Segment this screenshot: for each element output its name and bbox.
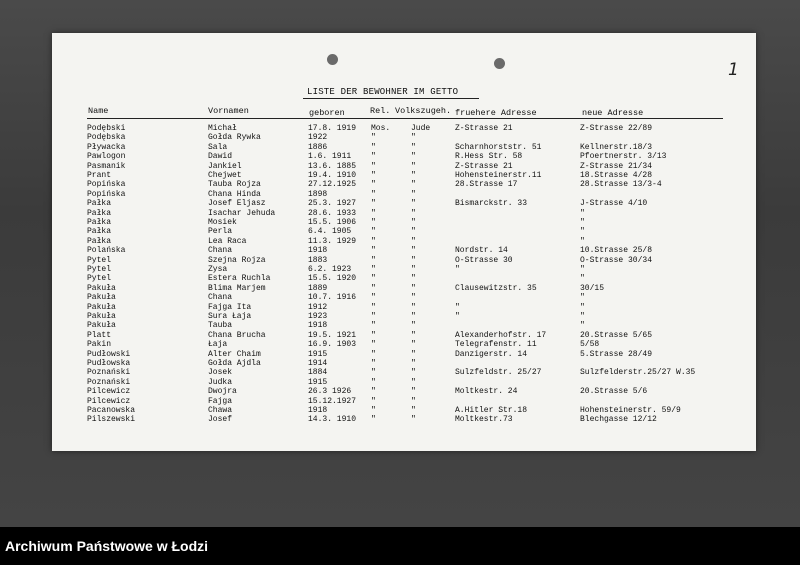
cell-born: 17.8. 1919 bbox=[308, 124, 357, 133]
cell-born: 1883 bbox=[308, 255, 328, 265]
cell-rel: " bbox=[371, 152, 376, 162]
cell-rel: " bbox=[371, 377, 376, 387]
cell-vol: " bbox=[411, 171, 416, 180]
cell-prev: Danzigerstr. 14 bbox=[455, 349, 528, 359]
cell-vol: " bbox=[411, 246, 416, 256]
table-row bbox=[0, 312, 800, 321]
cell-first: Chana bbox=[208, 293, 233, 303]
cell-first: Judka bbox=[208, 377, 233, 387]
document-title: LISTE DER BEWOHNER IM GETTO bbox=[307, 87, 459, 97]
cell-name: Pakin bbox=[87, 340, 112, 350]
archive-name: Archiwum Państwowe w Łodzi bbox=[5, 538, 209, 554]
cell-vol: " bbox=[411, 218, 416, 227]
cell-prev: Bismarckstr. 33 bbox=[455, 199, 528, 209]
table-row bbox=[0, 415, 800, 424]
cell-name: Polańska bbox=[87, 246, 126, 256]
cell-vol: " bbox=[411, 415, 416, 425]
cell-name: Pytel bbox=[87, 274, 112, 284]
cell-born: 15.5. 1920 bbox=[308, 274, 357, 284]
cell-first: Josef bbox=[208, 415, 233, 425]
cell-born: 14.3. 1910 bbox=[308, 415, 357, 425]
cell-name: Prant bbox=[87, 171, 112, 180]
table-row bbox=[0, 171, 800, 180]
cell-name: Pilcewicz bbox=[87, 396, 131, 406]
cell-new: " bbox=[580, 321, 585, 331]
cell-name: Pałka bbox=[87, 199, 112, 209]
cell-vol: " bbox=[411, 161, 416, 171]
cell-born: 10.7. 1916 bbox=[308, 293, 357, 303]
cell-prev: Scharnhorststr. 51 bbox=[455, 142, 542, 152]
cell-first: Szejna Rojza bbox=[208, 255, 266, 265]
cell-name: Pudłowski bbox=[87, 349, 131, 359]
cell-rel: " bbox=[371, 171, 376, 180]
cell-first: Gołda Ajdla bbox=[208, 359, 261, 368]
table-row bbox=[0, 190, 800, 199]
cell-name: Pałka bbox=[87, 218, 112, 227]
archive-footer bbox=[0, 527, 800, 565]
cell-vol: " bbox=[411, 255, 416, 265]
cell-vol: " bbox=[411, 274, 416, 284]
table-row bbox=[0, 387, 800, 396]
cell-rel: " bbox=[371, 359, 376, 368]
cell-rel: " bbox=[371, 180, 376, 190]
cell-prev: 28.Strasse 17 bbox=[455, 180, 518, 190]
cell-rel: " bbox=[371, 274, 376, 284]
cell-new: 18.Strasse 4/28 bbox=[580, 171, 653, 180]
cell-rel: " bbox=[371, 349, 376, 359]
cell-first: Jankiel bbox=[208, 161, 242, 171]
cell-new: Z-Strasse 21/34 bbox=[580, 161, 653, 171]
cell-name: Pałka bbox=[87, 208, 112, 218]
cell-vol: " bbox=[411, 396, 416, 406]
table-row bbox=[0, 378, 800, 387]
cell-rel: " bbox=[371, 142, 376, 152]
cell-born: 15.5. 1906 bbox=[308, 218, 357, 227]
header-rule bbox=[87, 118, 723, 119]
punch-hole bbox=[494, 58, 505, 69]
cell-vol: " bbox=[411, 340, 416, 350]
cell-name: Pakuła bbox=[87, 312, 116, 321]
cell-first: Chana bbox=[208, 246, 233, 256]
punch-hole bbox=[327, 54, 338, 65]
cell-born: 11.3. 1929 bbox=[308, 236, 357, 246]
cell-first: Josef Eljasz bbox=[208, 199, 266, 209]
cell-prev: Moltkestr. 24 bbox=[455, 387, 518, 397]
cell-rel: " bbox=[371, 415, 376, 425]
cell-vol: " bbox=[411, 283, 416, 293]
cell-first: Michał bbox=[208, 124, 237, 133]
table-row bbox=[0, 162, 800, 171]
table-row bbox=[0, 359, 800, 368]
cell-vol: " bbox=[411, 349, 416, 359]
table-row bbox=[0, 406, 800, 415]
cell-prev: Sulzfeldstr. 25/27 bbox=[455, 368, 542, 378]
cell-rel: " bbox=[371, 312, 376, 321]
cell-new: 30/15 bbox=[580, 283, 605, 293]
cell-born: 1923 bbox=[308, 312, 328, 321]
cell-prev: Nordstr. 14 bbox=[455, 246, 508, 256]
cell-name: Pakuła bbox=[87, 302, 116, 312]
cell-new: Sulzfelderstr.25/27 W.35 bbox=[580, 368, 696, 378]
cell-rel: " bbox=[371, 218, 376, 227]
cell-name: Poznański bbox=[87, 377, 131, 387]
title-underline bbox=[303, 98, 479, 99]
cell-vol: " bbox=[411, 142, 416, 152]
cell-prev: " bbox=[455, 312, 460, 321]
cell-vol: " bbox=[411, 312, 416, 321]
cell-vol: " bbox=[411, 189, 416, 199]
cell-rel: " bbox=[371, 321, 376, 331]
cell-first: Isachar Jehuda bbox=[208, 208, 276, 218]
cell-vol: " bbox=[411, 406, 416, 415]
cell-new: 5.Strasse 28/49 bbox=[580, 349, 653, 359]
cell-new: " bbox=[580, 312, 585, 321]
cell-prev: " bbox=[455, 302, 460, 312]
cell-first: Josek bbox=[208, 368, 233, 378]
table-row bbox=[0, 284, 800, 293]
cell-vol: " bbox=[411, 321, 416, 331]
table-row bbox=[0, 293, 800, 302]
cell-new: J-Strasse 4/10 bbox=[580, 199, 648, 209]
table-row bbox=[0, 331, 800, 340]
cell-prev: Telegrafenstr. 11 bbox=[455, 340, 537, 350]
table-row bbox=[0, 124, 800, 133]
cell-first: Fajga bbox=[208, 396, 233, 406]
cell-new: " bbox=[580, 293, 585, 303]
cell-first: Perla bbox=[208, 227, 233, 237]
cell-name: Poznański bbox=[87, 368, 131, 378]
cell-vol: " bbox=[411, 199, 416, 209]
cell-born: 1915 bbox=[308, 349, 328, 359]
cell-new: 10.Strasse 25/8 bbox=[580, 246, 653, 256]
cell-new: 20.Strasse 5/65 bbox=[580, 330, 653, 340]
cell-name: Pakuła bbox=[87, 283, 116, 293]
header-religion: Rel. bbox=[370, 106, 391, 116]
cell-name: Popińska bbox=[87, 180, 126, 190]
cell-rel: " bbox=[371, 265, 376, 274]
cell-vol: " bbox=[411, 377, 416, 387]
cell-rel: " bbox=[371, 396, 376, 406]
cell-name: Pakuła bbox=[87, 293, 116, 303]
cell-name: Popińska bbox=[87, 189, 126, 199]
cell-rel: " bbox=[371, 387, 376, 397]
cell-vol: " bbox=[411, 152, 416, 162]
cell-new: Blechgasse 12/12 bbox=[580, 415, 657, 425]
cell-name: Pakuła bbox=[87, 321, 116, 331]
cell-name: Pływacka bbox=[87, 142, 126, 152]
cell-vol: " bbox=[411, 133, 416, 143]
cell-name: Podębski bbox=[87, 124, 126, 133]
cell-vol: " bbox=[411, 236, 416, 246]
cell-first: Łaja bbox=[208, 340, 228, 350]
cell-born: 15.12.1927 bbox=[308, 396, 357, 406]
cell-born: 1918 bbox=[308, 246, 328, 256]
table-row bbox=[0, 209, 800, 218]
table-row bbox=[0, 340, 800, 349]
table-row bbox=[0, 321, 800, 330]
cell-name: Podębska bbox=[87, 133, 126, 143]
cell-new: " bbox=[580, 265, 585, 274]
cell-name: Pudłowska bbox=[87, 359, 131, 368]
table-row bbox=[0, 303, 800, 312]
cell-new: " bbox=[580, 274, 585, 284]
table-row bbox=[0, 180, 800, 189]
cell-name: Pilszewski bbox=[87, 415, 136, 425]
cell-new: Pfoertnerstr. 3/13 bbox=[580, 152, 667, 162]
cell-name: Pytel bbox=[87, 265, 112, 274]
cell-first: Chawa bbox=[208, 406, 233, 415]
header-volkszugeh: Volkszugeh. bbox=[395, 106, 452, 116]
table-row bbox=[0, 397, 800, 406]
cell-rel: " bbox=[371, 255, 376, 265]
cell-prev: Clausewitzstr. 35 bbox=[455, 283, 537, 293]
cell-rel: " bbox=[371, 246, 376, 256]
header-name: Name bbox=[88, 106, 109, 116]
page-number: 1 bbox=[728, 60, 739, 80]
cell-born: 19.4. 1910 bbox=[308, 171, 357, 180]
cell-born: 27.12.1925 bbox=[308, 180, 357, 190]
cell-first: Sala bbox=[208, 142, 228, 152]
cell-rel: " bbox=[371, 208, 376, 218]
cell-new: Kellnerstr.18/3 bbox=[580, 142, 653, 152]
header-new-address: neue Adresse bbox=[582, 108, 644, 118]
cell-first: Zysa bbox=[208, 265, 228, 274]
cell-new: " bbox=[580, 302, 585, 312]
cell-vol: " bbox=[411, 208, 416, 218]
cell-born: 26.3 1926 bbox=[308, 387, 352, 397]
cell-vol: " bbox=[411, 265, 416, 274]
cell-born: 1922 bbox=[308, 133, 328, 143]
cell-name: Pałka bbox=[87, 236, 112, 246]
cell-vol: " bbox=[411, 180, 416, 190]
cell-vol: " bbox=[411, 302, 416, 312]
cell-vol: " bbox=[411, 368, 416, 378]
table-row bbox=[0, 199, 800, 208]
cell-prev: Z-Strasse 21 bbox=[455, 161, 513, 171]
cell-new: 20.Strasse 5/6 bbox=[580, 387, 648, 397]
cell-rel: " bbox=[371, 302, 376, 312]
cell-rel: " bbox=[371, 406, 376, 415]
cell-vol: " bbox=[411, 330, 416, 340]
cell-born: 1898 bbox=[308, 189, 328, 199]
cell-vol: Jude bbox=[411, 124, 431, 133]
cell-new: " bbox=[580, 208, 585, 218]
cell-rel: " bbox=[371, 236, 376, 246]
cell-new: O-Strasse 30/34 bbox=[580, 255, 653, 265]
cell-new: Hohensteinerstr. 59/9 bbox=[580, 406, 681, 415]
header-first-names: Vornamen bbox=[208, 106, 249, 116]
cell-name: Pawlogon bbox=[87, 152, 126, 162]
cell-first: Fajga Ita bbox=[208, 302, 252, 312]
cell-born: 1886 bbox=[308, 142, 328, 152]
cell-new: " bbox=[580, 236, 585, 246]
cell-born: 6.4. 1905 bbox=[308, 227, 352, 237]
cell-born: 1914 bbox=[308, 359, 328, 368]
table-row bbox=[0, 237, 800, 246]
cell-prev: Hohensteinerstr.11 bbox=[455, 171, 542, 180]
cell-born: 1918 bbox=[308, 406, 328, 415]
cell-rel: " bbox=[371, 161, 376, 171]
cell-prev: A.Hitler Str.18 bbox=[455, 406, 528, 415]
cell-first: Lea Raca bbox=[208, 236, 247, 246]
cell-first: Alter Chaim bbox=[208, 349, 261, 359]
table-row bbox=[0, 246, 800, 255]
cell-prev: R.Hess Str. 58 bbox=[455, 152, 523, 162]
cell-born: 1884 bbox=[308, 368, 328, 378]
cell-new: " bbox=[580, 227, 585, 237]
cell-new: 5/58 bbox=[580, 340, 600, 350]
cell-prev: Alexanderhofstr. 17 bbox=[455, 330, 547, 340]
cell-rel: " bbox=[371, 189, 376, 199]
cell-rel: " bbox=[371, 133, 376, 143]
cell-first: Tauba Rojza bbox=[208, 180, 261, 190]
cell-new: " bbox=[580, 218, 585, 227]
cell-first: Gołda Rywka bbox=[208, 133, 261, 143]
cell-name: Pilcewicz bbox=[87, 387, 131, 397]
cell-rel: " bbox=[371, 199, 376, 209]
cell-rel: " bbox=[371, 368, 376, 378]
table-row bbox=[0, 152, 800, 161]
table-row bbox=[0, 274, 800, 283]
cell-first: Tauba bbox=[208, 321, 233, 331]
cell-first: Estera Ruchla bbox=[208, 274, 271, 284]
cell-rel: " bbox=[371, 227, 376, 237]
cell-born: 6.2. 1923 bbox=[308, 265, 352, 274]
table-row bbox=[0, 227, 800, 236]
cell-rel: " bbox=[371, 283, 376, 293]
cell-name: Platt bbox=[87, 330, 112, 340]
table-row bbox=[0, 368, 800, 377]
table-row bbox=[0, 133, 800, 142]
table-row bbox=[0, 265, 800, 274]
cell-rel: " bbox=[371, 340, 376, 350]
cell-born: 16.9. 1903 bbox=[308, 340, 357, 350]
cell-rel: " bbox=[371, 330, 376, 340]
cell-rel: Mos. bbox=[371, 124, 391, 133]
cell-first: Mosiek bbox=[208, 218, 237, 227]
cell-first: Chana Hinda bbox=[208, 189, 261, 199]
header-previous-address: fruehere Adresse bbox=[455, 108, 537, 118]
cell-new: 28.Strasse 13/3-4 bbox=[580, 180, 662, 190]
cell-prev: Moltkestr.73 bbox=[455, 415, 513, 425]
cell-vol: " bbox=[411, 227, 416, 237]
cell-prev: O-Strasse 30 bbox=[455, 255, 513, 265]
table-row bbox=[0, 143, 800, 152]
table-row bbox=[0, 350, 800, 359]
cell-first: Dawid bbox=[208, 152, 233, 162]
cell-born: 1889 bbox=[308, 283, 328, 293]
cell-born: 19.5. 1921 bbox=[308, 330, 357, 340]
cell-born: 1918 bbox=[308, 321, 328, 331]
cell-born: 13.6. 1885 bbox=[308, 161, 357, 171]
cell-born: 1912 bbox=[308, 302, 328, 312]
cell-name: Pasmanik bbox=[87, 161, 126, 171]
cell-first: Chejwet bbox=[208, 171, 242, 180]
cell-vol: " bbox=[411, 293, 416, 303]
cell-first: Dwojra bbox=[208, 387, 237, 397]
cell-prev: " bbox=[455, 265, 460, 274]
cell-name: Pałka bbox=[87, 227, 112, 237]
table-row bbox=[0, 218, 800, 227]
cell-first: Sura Łaja bbox=[208, 312, 252, 321]
cell-name: Pacanowska bbox=[87, 406, 136, 415]
cell-rel: " bbox=[371, 293, 376, 303]
cell-first: Blima Marjem bbox=[208, 283, 266, 293]
cell-new: Z-Strasse 22/89 bbox=[580, 124, 653, 133]
cell-vol: " bbox=[411, 387, 416, 397]
cell-born: 25.3. 1927 bbox=[308, 199, 357, 209]
cell-prev: Z-Strasse 21 bbox=[455, 124, 513, 133]
cell-name: Pytel bbox=[87, 255, 112, 265]
cell-born: 1.6. 1911 bbox=[308, 152, 352, 162]
header-born: geboren bbox=[309, 108, 345, 118]
cell-born: 1915 bbox=[308, 377, 328, 387]
cell-first: Chana Brucha bbox=[208, 330, 266, 340]
table-row bbox=[0, 256, 800, 265]
cell-vol: " bbox=[411, 359, 416, 368]
cell-born: 28.6. 1933 bbox=[308, 208, 357, 218]
